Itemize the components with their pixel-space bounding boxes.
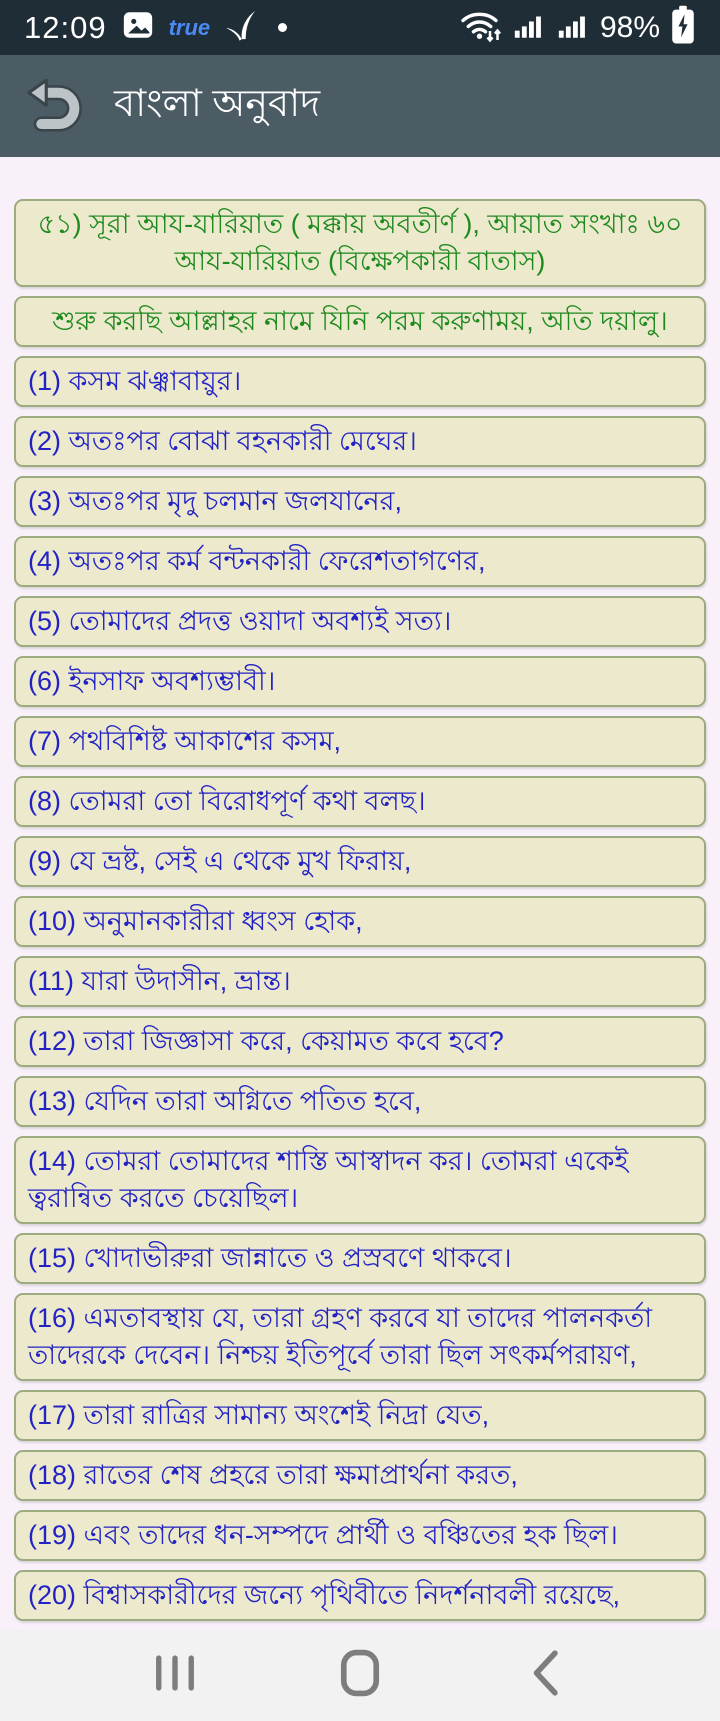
verse-item: (6) ইনসাফ অবশ্যম্ভাবী। [14, 656, 706, 707]
verse-item: (18) রাতের শেষ প্রহরে তারা ক্ষমাপ্রার্থনা করত, [14, 1450, 706, 1501]
app-bar [0, 55, 720, 157]
verse-item: (7) পথবিশিষ্ট আকাশের কসম, [14, 716, 706, 767]
verse-item: (20) বিশ্বাসকারীদের জন্যে পৃথিবীতে নিদর্শনাবলী রয়েছে, [14, 1570, 706, 1621]
verse-item: (11) যারা উদাসীন, ভ্রান্ত। [14, 956, 706, 1007]
notification-dot [278, 23, 287, 32]
truecaller-label: true [168, 14, 211, 40]
verse-item: (12) তারা জিজ্ঞাসা করে, কেয়ামত কবে হবে? [14, 1016, 706, 1067]
home-icon [340, 1649, 380, 1702]
verse-item: (17) তারা রাত্রির সামান্য অংশেই নিদ্রা যেত, [14, 1390, 706, 1441]
verse-item: (14) তোমরা তোমাদের শাস্তি আস্বাদন কর। তোমরা একেই ত্বরান্বিত করতে চেয়েছিল। [14, 1136, 706, 1224]
navigation-bar [0, 1630, 720, 1721]
surah-header-line1: ৫১) সূরা আয-যারিয়াত ( মক্কায় অবতীর্ণ ), আয়াত সংখাঃ ৬০ [37, 209, 683, 239]
verse-item: (8) তোমরা তো বিরোধপূর্ণ কথা বলছ। [14, 776, 706, 827]
verse-item: (13) যেদিন তারা অগ্নিতে পতিত হবে, [14, 1076, 706, 1127]
battery-percent: 98% [599, 10, 660, 44]
back-button[interactable] [24, 75, 86, 137]
clock: 12:09 [24, 9, 107, 45]
translation-list[interactable] [0, 157, 720, 1630]
status-bar [0, 0, 720, 55]
verse-item: (4) অতঃপর কর্ম বন্টনকারী ফেরেশতাগণের, [14, 536, 706, 587]
verse-item: (16) এমতাবস্থায় যে, তারা গ্রহণ করবে যা তাদের পালনকর্তা তাদেরকে দেবেন। নিশ্চয় ইতিপূর্বে তারা ছিল সৎকর্মপরায়ণ, [14, 1293, 706, 1381]
back-chevron-icon [528, 1649, 562, 1702]
verse-item: (9) যে ভ্রষ্ট, সেই এ থেকে মুখ ফিরায়, [14, 836, 706, 887]
recents-icon [152, 1652, 198, 1699]
verse-list [14, 356, 706, 1621]
undo-back-arrow-icon [25, 76, 85, 137]
verse-item: (10) অনুমানকারীরা ধ্বংস হোক, [14, 896, 706, 947]
home-button[interactable] [325, 1641, 395, 1711]
bismillah: শুরু করছি আল্লাহর নামে যিনি পরম করুণাময়, অতি দয়ালু। [14, 296, 706, 347]
surah-header [14, 199, 706, 287]
verse-item: (19) এবং তাদের ধন-সম্পদে প্রার্থী ও বঞ্চিতের হক ছিল। [14, 1510, 706, 1561]
surah-header-line2: আয-যারিয়াত (বিক্ষেপকারী বাতাস) [174, 246, 546, 276]
signal-icon [512, 8, 546, 47]
image-icon [121, 8, 155, 47]
status-bar-left [24, 8, 287, 47]
battery-charging-icon [670, 5, 696, 50]
wifi-icon [460, 7, 502, 48]
telenor-icon [224, 8, 258, 47]
back-nav-button[interactable] [510, 1641, 580, 1711]
verse-item: (3) অতঃপর মৃদু চলমান জলযানের, [14, 476, 706, 527]
verse-item: (1) কসম ঝঞ্ঝাবায়ুর। [14, 356, 706, 407]
signal-icon [556, 8, 590, 47]
verse-item: (5) তোমাদের প্রদত্ত ওয়াদা অবশ্যই সত্য। [14, 596, 706, 647]
recents-button[interactable] [140, 1641, 210, 1711]
verse-item: (15) খোদাভীরুরা জান্নাতে ও প্রস্রবণে থাকবে। [14, 1233, 706, 1284]
status-bar-right [460, 5, 696, 50]
verse-item: (2) অতঃপর বোঝা বহনকারী মেঘের। [14, 416, 706, 467]
page-title: বাংলা অনুবাদ [114, 83, 321, 125]
